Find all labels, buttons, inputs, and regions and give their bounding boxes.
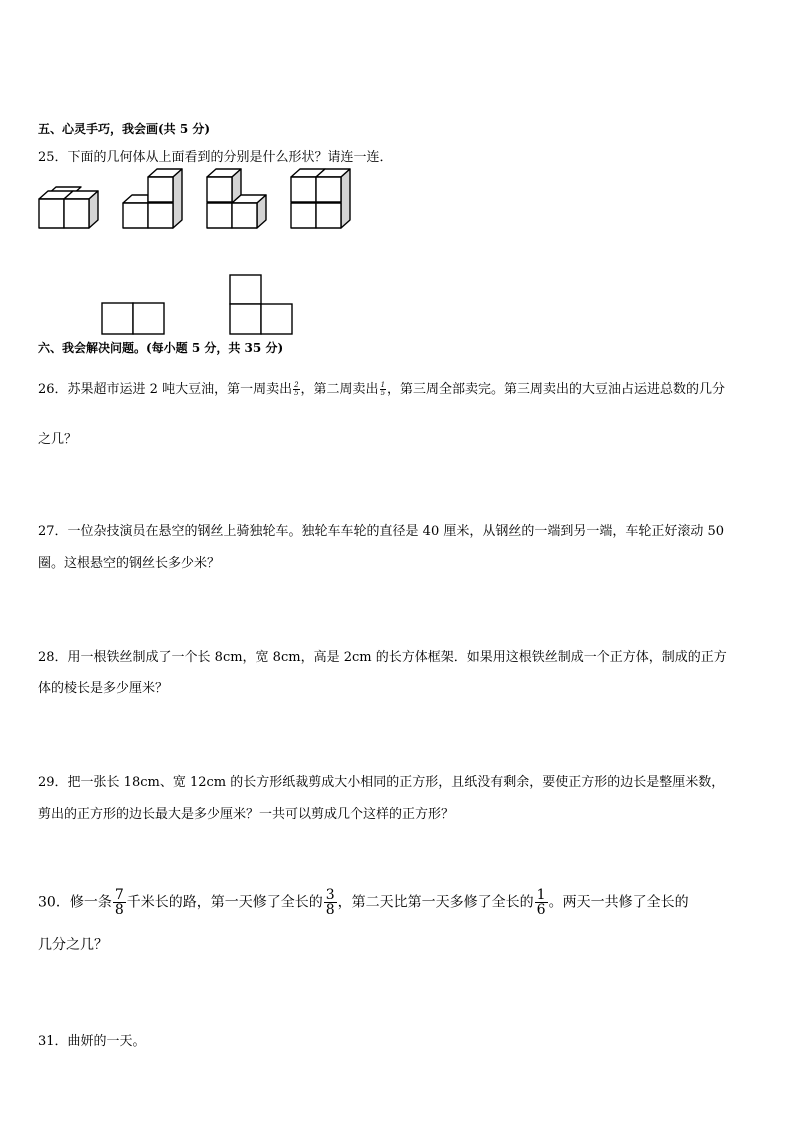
question-30-line-2: 几分之几？: [38, 937, 108, 953]
question-26-line-2: 之几？: [38, 432, 78, 447]
question-30-text-b: 千米长的路，第一天修了全长的: [126, 894, 323, 911]
question-26-text-b: ，第二周卖出: [300, 382, 379, 397]
question-30-line-1: [38, 888, 689, 917]
question-28-line-2: 体的棱长是多少厘米？: [38, 681, 169, 696]
question-26-text-a: 26．苏果超市运进 2 吨大豆油，第一周卖出: [38, 382, 293, 397]
fraction-denominator: 6: [536, 902, 546, 918]
section-6-title: 六、我会解决问题。(每小题 5 分，共 35 分): [38, 341, 284, 355]
fraction-denominator: 8: [114, 902, 124, 918]
top-view-shape-1: [102, 303, 164, 334]
fraction-numerator: 3: [325, 887, 335, 903]
solid-figure-d: [291, 169, 350, 228]
question-27-line-2: 圈。这根悬空的钢丝长多少米？: [38, 556, 221, 571]
fraction-7-8: [113, 888, 126, 917]
fraction-3-8: [324, 888, 337, 917]
question-29-line-1: 29．把一张长 18cm、宽 12cm 的长方形纸裁剪成大小相同的正方形，且纸没有剩余，要使正方形的边长是整厘米数，: [38, 775, 725, 790]
question-27-line-1: 27．一位杂技演员在悬空的钢丝上骑独轮车。独轮车车轮的直径是 40 厘米，从钢丝的一端到另一端，车轮正好滚动 50: [38, 524, 725, 539]
section-5-title: 五、心灵手巧，我会画(共 5 分): [38, 122, 211, 136]
top-view-shape-2: [230, 275, 292, 334]
fraction-numerator: 1: [380, 381, 386, 389]
question-28-line-1: 28．用一根铁丝制成了一个长 8cm，宽 8cm，高是 2cm 的长方体框架．如果用这根铁丝制成一个正方体，制成的正方: [38, 650, 727, 665]
question-26-text-c: ，第三周全部卖完。第三周卖出的大豆油占运进总数的几分: [387, 382, 726, 397]
question-30-text-a: 30．修一条: [38, 894, 112, 911]
fraction-2-5: [293, 382, 299, 397]
question-30-text-c: ，第二天比第一天多修了全长的: [337, 894, 534, 911]
fraction-numerator: 1: [536, 887, 546, 903]
fraction-denominator: 8: [325, 902, 335, 918]
question-31-text: 31．曲妍的一天。: [38, 1034, 146, 1049]
question-26-line-1: [38, 378, 725, 397]
fraction-numerator: 2: [294, 381, 299, 389]
fraction-numerator: 7: [114, 887, 124, 903]
solid-figure-c: [207, 169, 266, 228]
fraction-denominator: 5: [380, 389, 386, 397]
question-30-text-d: 。两天一共修了全长的: [548, 894, 689, 911]
question-29-line-2: 剪出的正方形的边长最大是多少厘米？一共可以剪成几个这样的正方形？: [38, 807, 455, 822]
question-25-text: 25．下面的几何体从上面看到的分别是什么形状？请连一连．: [38, 150, 393, 165]
fraction-1-6: [535, 888, 548, 917]
solid-figure-b: [123, 169, 182, 228]
fraction-1-5: [380, 382, 386, 397]
solid-figure-a: [39, 187, 98, 228]
fraction-denominator: 5: [294, 389, 299, 397]
